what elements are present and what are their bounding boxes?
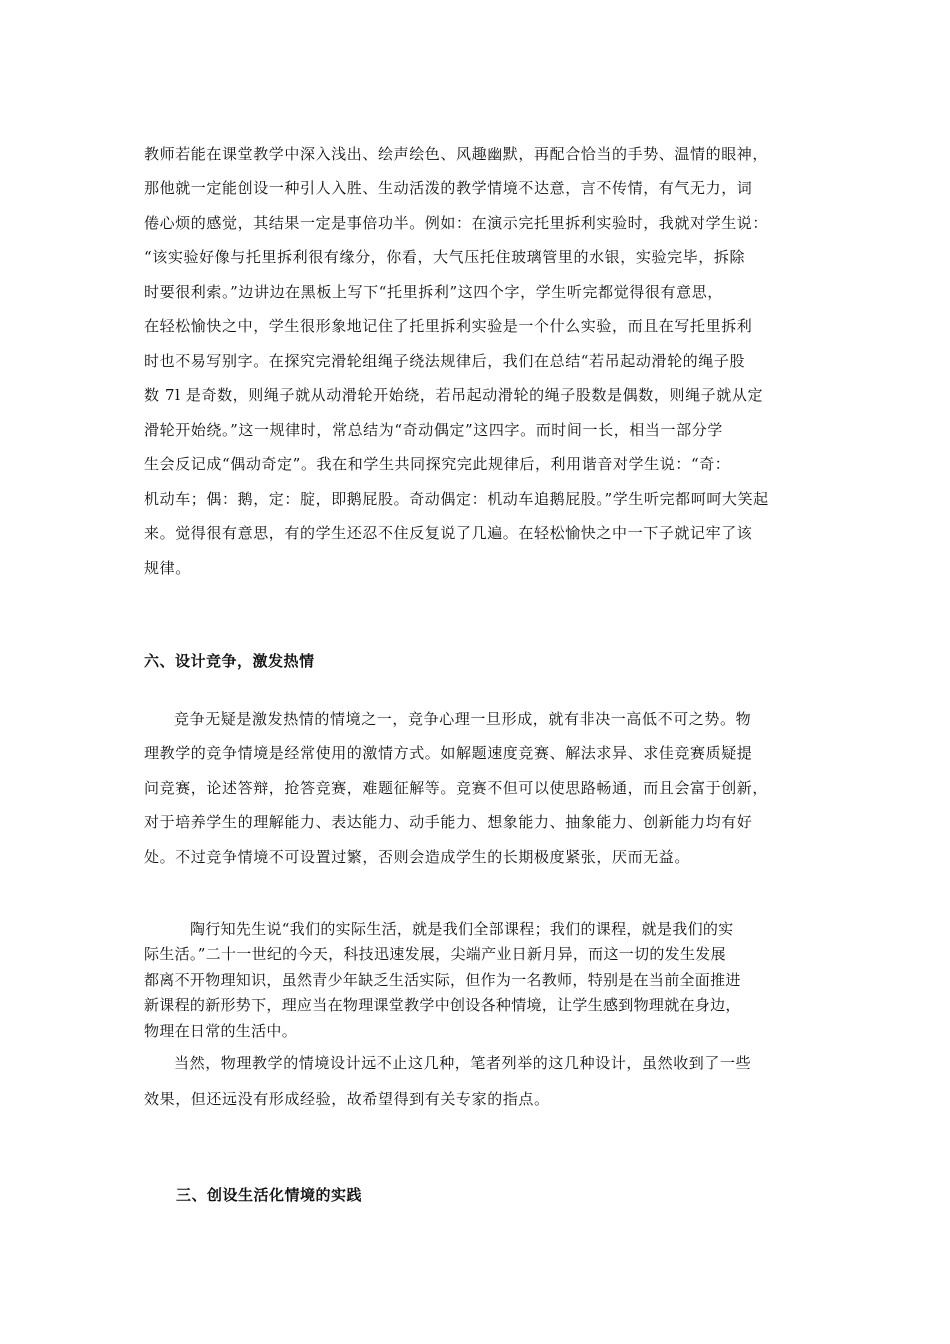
text-line: 都离不开物理知识，虽然青少年缺乏生活实际，但作为一名教师，特别是在当前全面推进 — [144, 971, 741, 989]
text-line: 效果，但还远没有形成经验，故希望得到有关专家的指点。 — [144, 1090, 550, 1108]
section-heading: 三、创设生活化情境的实践 — [176, 1186, 363, 1204]
text-line: 那他就一定能创设一种引人入胜、生动活泼的教学情境不达意，言不传情，有气无力，词 — [144, 179, 753, 197]
text-line: 倦心烦的感觉，其结果一定是事倍功半。例如：在演示完托里拆利实验时，我就对学生说： — [144, 214, 769, 232]
text-line: 竞争无疑是激发热情的情境之一，竞争心理一旦形成，就有非决一高低不可之势。物 — [174, 710, 752, 728]
text-line: 生会反记成“偶动奇定”。我在和学生共同探究完此规律后，利用谐音对学生说：“奇： — [144, 455, 731, 473]
text-line: 对于培养学生的理解能力、表达能力、动手能力、想象能力、抽象能力、创新能力均有好 — [144, 813, 753, 831]
text-line: 处。不过竞争情境不可设置过繁，否则会造成学生的长期极度紧张，厌而无益。 — [144, 848, 691, 866]
text-line: 规律。 — [144, 559, 191, 577]
text-line: 时也不易写别字。在探究完滑轮组绳子绕法规律后，我们在总结“若吊起动滑轮的绳子股 — [144, 352, 746, 370]
text-line: 时要很利索。”边讲边在黑板上写下“托里拆利”这四个字，学生听完都觉得很有意思， — [144, 283, 723, 301]
text-line: 滑轮开始绕。”这一规律时，常总结为“奇动偶定”这四字。而时间一长，相当一部分学 — [144, 421, 723, 439]
text-line: 物理在日常的生活中。 — [144, 1022, 298, 1040]
text-line: 理教学的竞争情境是经常使用的激情方式。如解题速度竞赛、解法求异、求佳竞赛质疑提 — [144, 744, 753, 762]
text-line: “该实验好像与托里拆利很有缘分，你看，大气压托住玻璃管里的水银，实验完毕，拆除 — [144, 248, 746, 266]
text-line: 机动车；偶：鹅，定：腚，即鹅屁股。奇动偶定：机动车追鹅屁股。”学生听完都呵呵大笑起 — [144, 490, 769, 508]
text-line: 际生活。”二十一世纪的今天，科技迅速发展，尖端产业日新月异，而这一切的发生发展 — [144, 945, 726, 963]
text-line: 教师若能在课堂教学中深入浅出、绘声绘色、风趣幽默，再配合恰当的手势、温情的眼神， — [144, 145, 769, 163]
text-line: 新课程的新形势下，理应当在物理课堂教学中创设各种情境，让学生感到物理就在身边， — [144, 996, 741, 1014]
text-line: 当然，物理教学的情境设计远不止这几种，笔者列举的这几种设计，虽然收到了一些 — [174, 1054, 752, 1072]
text-line: 数 7l 是奇数，则绳子就从动滑轮开始绕，若吊起动滑轮的绳子股数是偶数，则绳子就从定 — [144, 386, 764, 404]
text-line: 在轻松愉快之中，学生很形象地记住了托里拆利实验是一个什么实验，而且在写托里拆利 — [144, 317, 753, 335]
text-line: 陶行知先生说“我们的实际生活，就是我们全部课程；我们的课程，就是我们的实 — [190, 920, 734, 938]
section-heading: 六、设计竞争，激发热情 — [144, 652, 315, 670]
text-line: 问竞赛，论述答辩，抢答竞赛，难题征解等。竞赛不但可以使思路畅通，而且会富于创新， — [144, 779, 769, 797]
text-line: 来。觉得很有意思，有的学生还忍不住反复说了几遍。在轻松愉快之中一下子就记牢了该 — [144, 524, 753, 542]
